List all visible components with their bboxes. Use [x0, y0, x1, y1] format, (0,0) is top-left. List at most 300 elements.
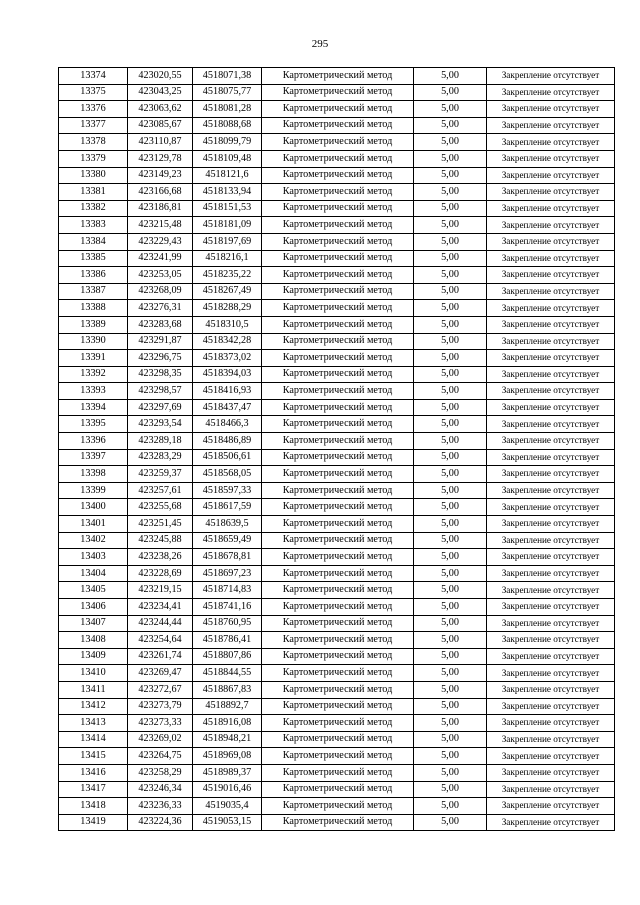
accuracy-cell: 5,00 — [414, 134, 487, 151]
accuracy-cell: 5,00 — [414, 565, 487, 582]
y-coordinate-cell: 4518786,41 — [193, 632, 262, 649]
fixation-cell: Закрепление отсутствует — [487, 250, 615, 267]
y-coordinate-cell: 4518394,03 — [193, 366, 262, 383]
table-row — [59, 184, 615, 201]
method-cell: Картометрический метод — [262, 466, 414, 483]
fixation-cell: Закрепление отсутствует — [487, 698, 615, 715]
fixation-cell: Закрепление отсутствует — [487, 283, 615, 300]
x-coordinate-cell: 423020,55 — [128, 68, 193, 85]
x-coordinate-cell: 423258,29 — [128, 764, 193, 781]
table-row — [59, 698, 615, 715]
fixation-cell: Закрепление отсутствует — [487, 350, 615, 367]
accuracy-cell: 5,00 — [414, 781, 487, 798]
y-coordinate-cell: 4518948,21 — [193, 731, 262, 748]
table-row — [59, 150, 615, 167]
point-number-cell: 13417 — [59, 781, 128, 798]
x-coordinate-cell: 423246,34 — [128, 781, 193, 798]
x-coordinate-cell: 423110,87 — [128, 134, 193, 151]
method-cell: Картометрический метод — [262, 565, 414, 582]
table-row — [59, 681, 615, 698]
fixation-cell: Закрепление отсутствует — [487, 798, 615, 815]
point-number-cell: 13401 — [59, 516, 128, 533]
fixation-cell: Закрепление отсутствует — [487, 549, 615, 566]
accuracy-cell: 5,00 — [414, 731, 487, 748]
fixation-cell: Закрепление отсутствует — [487, 648, 615, 665]
x-coordinate-cell: 423254,64 — [128, 632, 193, 649]
point-number-cell: 13391 — [59, 350, 128, 367]
table-row — [59, 582, 615, 599]
accuracy-cell: 5,00 — [414, 681, 487, 698]
table-row — [59, 798, 615, 815]
accuracy-cell: 5,00 — [414, 399, 487, 416]
x-coordinate-cell: 423298,35 — [128, 366, 193, 383]
method-cell: Картометрический метод — [262, 399, 414, 416]
x-coordinate-cell: 423269,47 — [128, 665, 193, 682]
table-row — [59, 814, 615, 831]
fixation-cell: Закрепление отсутствует — [487, 466, 615, 483]
method-cell: Картометрический метод — [262, 632, 414, 649]
x-coordinate-cell: 423272,67 — [128, 681, 193, 698]
point-number-cell: 13394 — [59, 399, 128, 416]
method-cell: Картометрический метод — [262, 68, 414, 85]
point-number-cell: 13381 — [59, 184, 128, 201]
x-coordinate-cell: 423283,68 — [128, 316, 193, 333]
method-cell: Картометрический метод — [262, 217, 414, 234]
fixation-cell: Закрепление отсутствует — [487, 681, 615, 698]
y-coordinate-cell: 4518216,1 — [193, 250, 262, 267]
fixation-cell: Закрепление отсутствует — [487, 267, 615, 284]
y-coordinate-cell: 4518099,79 — [193, 134, 262, 151]
y-coordinate-cell: 4518342,28 — [193, 333, 262, 350]
y-coordinate-cell: 4518109,48 — [193, 150, 262, 167]
x-coordinate-cell: 423238,26 — [128, 549, 193, 566]
y-coordinate-cell: 4518617,59 — [193, 499, 262, 516]
y-coordinate-cell: 4518075,77 — [193, 84, 262, 101]
y-coordinate-cell: 4518807,86 — [193, 648, 262, 665]
point-number-cell: 13397 — [59, 449, 128, 466]
table-row — [59, 399, 615, 416]
method-cell: Картометрический метод — [262, 449, 414, 466]
point-number-cell: 13395 — [59, 416, 128, 433]
point-number-cell: 13377 — [59, 117, 128, 134]
table-row — [59, 648, 615, 665]
fixation-cell: Закрепление отсутствует — [487, 715, 615, 732]
fixation-cell: Закрепление отсутствует — [487, 217, 615, 234]
y-coordinate-cell: 4518506,61 — [193, 449, 262, 466]
point-number-cell: 13392 — [59, 366, 128, 383]
y-coordinate-cell: 4518697,23 — [193, 565, 262, 582]
x-coordinate-cell: 423273,79 — [128, 698, 193, 715]
fixation-cell: Закрепление отсутствует — [487, 516, 615, 533]
accuracy-cell: 5,00 — [414, 300, 487, 317]
method-cell: Картометрический метод — [262, 516, 414, 533]
table-row — [59, 449, 615, 466]
method-cell: Картометрический метод — [262, 781, 414, 798]
method-cell: Картометрический метод — [262, 499, 414, 516]
table-row — [59, 283, 615, 300]
method-cell: Картометрический метод — [262, 350, 414, 367]
y-coordinate-cell: 4518416,93 — [193, 383, 262, 400]
accuracy-cell: 5,00 — [414, 333, 487, 350]
method-cell: Картометрический метод — [262, 167, 414, 184]
fixation-cell: Закрепление отсутствует — [487, 449, 615, 466]
point-number-cell: 13398 — [59, 466, 128, 483]
fixation-cell: Закрепление отсутствует — [487, 134, 615, 151]
table-row — [59, 781, 615, 798]
fixation-cell: Закрепление отсутствует — [487, 599, 615, 616]
y-coordinate-cell: 4518969,08 — [193, 748, 262, 765]
fixation-cell: Закрепление отсутствует — [487, 499, 615, 516]
accuracy-cell: 5,00 — [414, 316, 487, 333]
fixation-cell: Закрепление отсутствует — [487, 366, 615, 383]
method-cell: Картометрический метод — [262, 549, 414, 566]
table-row — [59, 565, 615, 582]
point-number-cell: 13379 — [59, 150, 128, 167]
table-row — [59, 233, 615, 250]
point-number-cell: 13402 — [59, 532, 128, 549]
table-row — [59, 516, 615, 533]
x-coordinate-cell: 423186,81 — [128, 200, 193, 217]
fixation-cell: Закрепление отсутствует — [487, 150, 615, 167]
fixation-cell: Закрепление отсутствует — [487, 84, 615, 101]
y-coordinate-cell: 4518197,69 — [193, 233, 262, 250]
x-coordinate-cell: 423289,18 — [128, 433, 193, 450]
x-coordinate-cell: 423291,87 — [128, 333, 193, 350]
fixation-cell: Закрепление отсутствует — [487, 184, 615, 201]
point-number-cell: 13384 — [59, 233, 128, 250]
fixation-cell: Закрепление отсутствует — [487, 764, 615, 781]
fixation-cell: Закрепление отсутствует — [487, 731, 615, 748]
method-cell: Картометрический метод — [262, 698, 414, 715]
point-number-cell: 13419 — [59, 814, 128, 831]
accuracy-cell: 5,00 — [414, 499, 487, 516]
method-cell: Картометрический метод — [262, 200, 414, 217]
accuracy-cell: 5,00 — [414, 648, 487, 665]
fixation-cell: Закрепление отсутствует — [487, 665, 615, 682]
x-coordinate-cell: 423257,61 — [128, 482, 193, 499]
table-row — [59, 466, 615, 483]
x-coordinate-cell: 423264,75 — [128, 748, 193, 765]
point-number-cell: 13403 — [59, 549, 128, 566]
x-coordinate-cell: 423215,48 — [128, 217, 193, 234]
y-coordinate-cell: 4518916,08 — [193, 715, 262, 732]
fixation-cell: Закрепление отсутствует — [487, 781, 615, 798]
point-number-cell: 13411 — [59, 681, 128, 698]
table-row — [59, 267, 615, 284]
accuracy-cell: 5,00 — [414, 665, 487, 682]
method-cell: Картометрический метод — [262, 300, 414, 317]
accuracy-cell: 5,00 — [414, 217, 487, 234]
table-row — [59, 117, 615, 134]
accuracy-cell: 5,00 — [414, 200, 487, 217]
method-cell: Картометрический метод — [262, 184, 414, 201]
table-row — [59, 665, 615, 682]
accuracy-cell: 5,00 — [414, 748, 487, 765]
point-number-cell: 13412 — [59, 698, 128, 715]
table-row — [59, 599, 615, 616]
x-coordinate-cell: 423149,23 — [128, 167, 193, 184]
method-cell: Картометрический метод — [262, 383, 414, 400]
table-row — [59, 764, 615, 781]
table-row — [59, 333, 615, 350]
y-coordinate-cell: 4518867,83 — [193, 681, 262, 698]
accuracy-cell: 5,00 — [414, 416, 487, 433]
fixation-cell: Закрепление отсутствует — [487, 632, 615, 649]
method-cell: Картометрический метод — [262, 681, 414, 698]
point-number-cell: 13416 — [59, 764, 128, 781]
fixation-cell: Закрепление отсутствует — [487, 68, 615, 85]
y-coordinate-cell: 4518659,49 — [193, 532, 262, 549]
y-coordinate-cell: 4518678,81 — [193, 549, 262, 566]
point-number-cell: 13410 — [59, 665, 128, 682]
point-number-cell: 13400 — [59, 499, 128, 516]
method-cell: Картометрический метод — [262, 532, 414, 549]
method-cell: Картометрический метод — [262, 665, 414, 682]
point-number-cell: 13374 — [59, 68, 128, 85]
x-coordinate-cell: 423297,69 — [128, 399, 193, 416]
table-row — [59, 632, 615, 649]
x-coordinate-cell: 423224,36 — [128, 814, 193, 831]
table-row — [59, 499, 615, 516]
fixation-cell: Закрепление отсутствует — [487, 565, 615, 582]
y-coordinate-cell: 4518081,28 — [193, 101, 262, 118]
method-cell: Картометрический метод — [262, 416, 414, 433]
y-coordinate-cell: 4518741,16 — [193, 599, 262, 616]
fixation-cell: Закрепление отсутствует — [487, 748, 615, 765]
y-coordinate-cell: 4518597,33 — [193, 482, 262, 499]
point-number-cell: 13408 — [59, 632, 128, 649]
method-cell: Картометрический метод — [262, 333, 414, 350]
accuracy-cell: 5,00 — [414, 482, 487, 499]
coordinates-table-body — [59, 68, 615, 831]
y-coordinate-cell: 4518288,29 — [193, 300, 262, 317]
accuracy-cell: 5,00 — [414, 117, 487, 134]
table-row — [59, 350, 615, 367]
x-coordinate-cell: 423063,62 — [128, 101, 193, 118]
x-coordinate-cell: 423228,69 — [128, 565, 193, 582]
table-row — [59, 68, 615, 85]
method-cell: Картометрический метод — [262, 250, 414, 267]
point-number-cell: 13382 — [59, 200, 128, 217]
method-cell: Картометрический метод — [262, 582, 414, 599]
x-coordinate-cell: 423283,29 — [128, 449, 193, 466]
point-number-cell: 13406 — [59, 599, 128, 616]
y-coordinate-cell: 4518133,94 — [193, 184, 262, 201]
accuracy-cell: 5,00 — [414, 233, 487, 250]
y-coordinate-cell: 4518121,6 — [193, 167, 262, 184]
accuracy-cell: 5,00 — [414, 814, 487, 831]
x-coordinate-cell: 423259,37 — [128, 466, 193, 483]
y-coordinate-cell: 4518235,22 — [193, 267, 262, 284]
method-cell: Картометрический метод — [262, 233, 414, 250]
y-coordinate-cell: 4518267,49 — [193, 283, 262, 300]
x-coordinate-cell: 423269,02 — [128, 731, 193, 748]
accuracy-cell: 5,00 — [414, 449, 487, 466]
y-coordinate-cell: 4518486,89 — [193, 433, 262, 450]
method-cell: Картометрический метод — [262, 648, 414, 665]
method-cell: Картометрический метод — [262, 715, 414, 732]
method-cell: Картометрический метод — [262, 150, 414, 167]
table-row — [59, 217, 615, 234]
y-coordinate-cell: 4518437,47 — [193, 399, 262, 416]
fixation-cell: Закрепление отсутствует — [487, 117, 615, 134]
method-cell: Картометрический метод — [262, 283, 414, 300]
table-row — [59, 167, 615, 184]
table-row — [59, 200, 615, 217]
point-number-cell: 13390 — [59, 333, 128, 350]
table-row — [59, 383, 615, 400]
point-number-cell: 13375 — [59, 84, 128, 101]
point-number-cell: 13404 — [59, 565, 128, 582]
table-row — [59, 84, 615, 101]
method-cell: Картометрический метод — [262, 482, 414, 499]
accuracy-cell: 5,00 — [414, 599, 487, 616]
point-number-cell: 13387 — [59, 283, 128, 300]
accuracy-cell: 5,00 — [414, 715, 487, 732]
point-number-cell: 13405 — [59, 582, 128, 599]
accuracy-cell: 5,00 — [414, 632, 487, 649]
table-row — [59, 715, 615, 732]
table-row — [59, 366, 615, 383]
accuracy-cell: 5,00 — [414, 267, 487, 284]
fixation-cell: Закрепление отсутствует — [487, 433, 615, 450]
method-cell: Картометрический метод — [262, 798, 414, 815]
method-cell: Картометрический метод — [262, 117, 414, 134]
x-coordinate-cell: 423229,43 — [128, 233, 193, 250]
y-coordinate-cell: 4518071,38 — [193, 68, 262, 85]
y-coordinate-cell: 4518151,53 — [193, 200, 262, 217]
x-coordinate-cell: 423241,99 — [128, 250, 193, 267]
y-coordinate-cell: 4518373,02 — [193, 350, 262, 367]
fixation-cell: Закрепление отсутствует — [487, 233, 615, 250]
x-coordinate-cell: 423253,05 — [128, 267, 193, 284]
point-number-cell: 13415 — [59, 748, 128, 765]
table-row — [59, 615, 615, 632]
point-number-cell: 13385 — [59, 250, 128, 267]
fixation-cell: Закрепление отсутствует — [487, 333, 615, 350]
x-coordinate-cell: 423298,57 — [128, 383, 193, 400]
y-coordinate-cell: 4518568,05 — [193, 466, 262, 483]
table-row — [59, 748, 615, 765]
point-number-cell: 13396 — [59, 433, 128, 450]
x-coordinate-cell: 423296,75 — [128, 350, 193, 367]
fixation-cell: Закрепление отсутствует — [487, 532, 615, 549]
method-cell: Картометрический метод — [262, 731, 414, 748]
method-cell: Картометрический метод — [262, 814, 414, 831]
method-cell: Картометрический метод — [262, 101, 414, 118]
y-coordinate-cell: 4518760,95 — [193, 615, 262, 632]
fixation-cell: Закрепление отсутствует — [487, 615, 615, 632]
x-coordinate-cell: 423293,54 — [128, 416, 193, 433]
table-row — [59, 433, 615, 450]
y-coordinate-cell: 4518466,3 — [193, 416, 262, 433]
method-cell: Картометрический метод — [262, 615, 414, 632]
point-number-cell: 13376 — [59, 101, 128, 118]
accuracy-cell: 5,00 — [414, 150, 487, 167]
fixation-cell: Закрепление отсутствует — [487, 814, 615, 831]
accuracy-cell: 5,00 — [414, 764, 487, 781]
fixation-cell: Закрепление отсутствует — [487, 167, 615, 184]
accuracy-cell: 5,00 — [414, 582, 487, 599]
accuracy-cell: 5,00 — [414, 532, 487, 549]
accuracy-cell: 5,00 — [414, 615, 487, 632]
point-number-cell: 13407 — [59, 615, 128, 632]
point-number-cell: 13393 — [59, 383, 128, 400]
y-coordinate-cell: 4518844,55 — [193, 665, 262, 682]
accuracy-cell: 5,00 — [414, 698, 487, 715]
accuracy-cell: 5,00 — [414, 549, 487, 566]
accuracy-cell: 5,00 — [414, 516, 487, 533]
x-coordinate-cell: 423268,09 — [128, 283, 193, 300]
accuracy-cell: 5,00 — [414, 350, 487, 367]
coordinates-table — [58, 67, 615, 831]
point-number-cell: 13413 — [59, 715, 128, 732]
point-number-cell: 13399 — [59, 482, 128, 499]
point-number-cell: 13418 — [59, 798, 128, 815]
fixation-cell: Закрепление отсутствует — [487, 399, 615, 416]
point-number-cell: 13409 — [59, 648, 128, 665]
y-coordinate-cell: 4518088,68 — [193, 117, 262, 134]
x-coordinate-cell: 423234,41 — [128, 599, 193, 616]
accuracy-cell: 5,00 — [414, 68, 487, 85]
fixation-cell: Закрепление отсутствует — [487, 101, 615, 118]
x-coordinate-cell: 423255,68 — [128, 499, 193, 516]
accuracy-cell: 5,00 — [414, 101, 487, 118]
page-number: 295 — [311, 38, 329, 50]
fixation-cell: Закрепление отсутствует — [487, 482, 615, 499]
accuracy-cell: 5,00 — [414, 250, 487, 267]
x-coordinate-cell: 423251,45 — [128, 516, 193, 533]
accuracy-cell: 5,00 — [414, 466, 487, 483]
point-number-cell: 13414 — [59, 731, 128, 748]
point-number-cell: 13388 — [59, 300, 128, 317]
y-coordinate-cell: 4518892,7 — [193, 698, 262, 715]
x-coordinate-cell: 423129,78 — [128, 150, 193, 167]
point-number-cell: 13383 — [59, 217, 128, 234]
y-coordinate-cell: 4519053,15 — [193, 814, 262, 831]
accuracy-cell: 5,00 — [414, 366, 487, 383]
method-cell: Картометрический метод — [262, 366, 414, 383]
table-row — [59, 549, 615, 566]
point-number-cell: 13378 — [59, 134, 128, 151]
method-cell: Картометрический метод — [262, 316, 414, 333]
method-cell: Картометрический метод — [262, 433, 414, 450]
y-coordinate-cell: 4518639,5 — [193, 516, 262, 533]
x-coordinate-cell: 423166,68 — [128, 184, 193, 201]
fixation-cell: Закрепление отсутствует — [487, 582, 615, 599]
point-number-cell: 13386 — [59, 267, 128, 284]
x-coordinate-cell: 423273,33 — [128, 715, 193, 732]
table-row — [59, 731, 615, 748]
point-number-cell: 13380 — [59, 167, 128, 184]
accuracy-cell: 5,00 — [414, 184, 487, 201]
method-cell: Картометрический метод — [262, 84, 414, 101]
fixation-cell: Закрепление отсутствует — [487, 300, 615, 317]
method-cell: Картометрический метод — [262, 599, 414, 616]
accuracy-cell: 5,00 — [414, 433, 487, 450]
table-row — [59, 134, 615, 151]
y-coordinate-cell: 4518310,5 — [193, 316, 262, 333]
x-coordinate-cell: 423236,33 — [128, 798, 193, 815]
accuracy-cell: 5,00 — [414, 167, 487, 184]
table-row — [59, 250, 615, 267]
y-coordinate-cell: 4518714,83 — [193, 582, 262, 599]
x-coordinate-cell: 423245,88 — [128, 532, 193, 549]
fixation-cell: Закрепление отсутствует — [487, 316, 615, 333]
x-coordinate-cell: 423261,74 — [128, 648, 193, 665]
method-cell: Картометрический метод — [262, 748, 414, 765]
table-row — [59, 482, 615, 499]
